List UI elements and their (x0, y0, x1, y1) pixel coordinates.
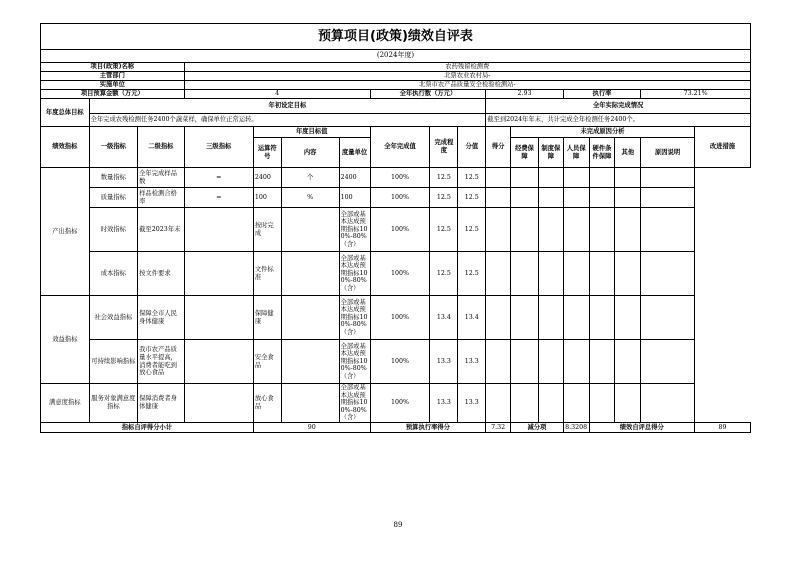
cell-content: 保障健康 (253, 296, 281, 340)
cell-degree: 100% (370, 384, 430, 423)
page-title: 预算项目(政策)绩效自评表 (41, 24, 751, 50)
cell-empty (615, 168, 641, 188)
cell-degree: 100% (370, 188, 430, 208)
header-degree: 完成程度 (430, 127, 458, 168)
budget-score-label: 预算执行率得分 (370, 423, 486, 433)
cell-completed: 全部或基本达成预期指标100%-80%（含） (339, 296, 370, 340)
rate-value: 73.21% (641, 90, 751, 99)
cell-empty (486, 340, 511, 384)
cell-content: 放心食品 (253, 384, 281, 423)
unit-value: 北票市农产品质量安全检验检测站- (184, 81, 750, 90)
cell-empty (486, 384, 511, 423)
cell-empty (538, 384, 563, 423)
cell-degree: 100% (370, 208, 430, 252)
cell-empty (589, 208, 615, 252)
annual-goal-label: 年度总体目标 (41, 99, 90, 127)
cell-lvl3: 样品检测合格率 (138, 188, 184, 208)
table-row (41, 340, 751, 384)
cell-completed: 全部或基本达成预期指标100%-80%（含） (339, 208, 370, 252)
cell-score: 13.3 (430, 340, 458, 384)
cell-completed: 全部或基本达成预期指标100%-80%（含） (339, 340, 370, 384)
total-value: 89 (694, 423, 750, 433)
cell-empty (589, 252, 615, 296)
cell-op (184, 252, 253, 296)
perf-indicators-label: 绩效指标 (41, 127, 90, 168)
cell-unit: 个 (281, 168, 339, 188)
cell-unit: % (281, 188, 339, 208)
initial-goal-text: 全年完成农残检测任务2400个蔬菜样，确保单位正常运转。 (89, 114, 486, 127)
cell-op (184, 208, 253, 252)
cell-empty (589, 188, 615, 208)
header-reasons: 未完成原因分析 (511, 127, 695, 138)
cell-lvl3: 保障消费者身体健康 (138, 384, 184, 423)
initial-goal-header: 年初设定目标 (89, 99, 486, 114)
deduct-label: 减分项 (511, 423, 564, 433)
cell-empty (641, 340, 695, 384)
cell-score: 12.5 (430, 188, 458, 208)
dept-label: 主管部门 (41, 72, 185, 81)
cell-empty (563, 252, 589, 296)
cell-lvl2: 可持续影响指标 (89, 340, 138, 384)
header-reason-hardware: 硬件条件保障 (589, 138, 615, 168)
cell-content: 按时完成 (253, 208, 281, 252)
cell-empty (511, 296, 539, 340)
exec-label: 全年执行数（万元） (370, 90, 486, 99)
cell-empty (486, 208, 511, 252)
cell-content: 2400 (253, 168, 281, 188)
cell-lvl3: 截至2023年末 (138, 208, 184, 252)
header-content: 内容 (281, 138, 339, 168)
table-row (41, 208, 751, 252)
header-reason-staff: 人员保障 (563, 138, 589, 168)
header-lvl1: 一级指标 (89, 127, 138, 168)
table-row (41, 168, 751, 188)
cell-unit (281, 208, 339, 252)
cell-empty (589, 340, 615, 384)
cell-empty (641, 208, 695, 252)
cell-unit (281, 384, 339, 423)
cell-empty (589, 384, 615, 423)
cell-lvl2: 数量指标 (89, 168, 138, 188)
cell-empty (538, 296, 563, 340)
cell-lvl2: 时效指标 (89, 208, 138, 252)
cell-lvl2: 社会效益指标 (89, 296, 138, 340)
cell-got: 13.3 (458, 384, 486, 423)
cell-unit (281, 252, 339, 296)
rate-label: 执行率 (563, 90, 640, 99)
cell-empty (641, 168, 695, 188)
cell-empty (589, 296, 615, 340)
cell-empty (563, 208, 589, 252)
deduct-value: 8.3208 (565, 423, 588, 431)
cell-score: 12.5 (430, 168, 458, 188)
cell-empty (641, 188, 695, 208)
cell-empty (538, 188, 563, 208)
header-op: 运算符号 (253, 138, 281, 168)
year-label: (2024年度) (41, 50, 751, 63)
cell-lvl2: 质量指标 (89, 188, 138, 208)
subtotal-value: 90 (253, 423, 370, 433)
group-output: 产出指标 (41, 168, 90, 296)
cell-empty (589, 168, 615, 188)
cell-got: 12.5 (458, 208, 486, 252)
cell-empty (641, 384, 695, 423)
cell-empty (615, 384, 641, 423)
cell-lvl3: 保障全市人民身体健康 (138, 296, 184, 340)
subtotal-label: 指标自评得分小计 (41, 423, 254, 433)
cell-empty (511, 384, 539, 423)
cell-empty (538, 208, 563, 252)
cell-empty (486, 252, 511, 296)
cell-degree: 100% (370, 296, 430, 340)
cell-empty (511, 208, 539, 252)
header-reason-funding: 经费保障 (511, 138, 539, 168)
budget-value: 4 (184, 90, 370, 99)
cell-content: 100 (253, 188, 281, 208)
exec-value: 2.93 (486, 90, 563, 99)
table-row (41, 252, 751, 296)
cell-got: 13.4 (458, 296, 486, 340)
cell-score: 12.5 (430, 252, 458, 296)
cell-lvl2: 服务对象满意度指标 (89, 384, 138, 423)
header-improve: 改进措施 (694, 127, 750, 168)
cell-empty (563, 340, 589, 384)
page-number: 89 (393, 521, 403, 529)
cell-empty (511, 252, 539, 296)
actual-goal-text: 截至到2024年年末，共计完成全年检测任务2400个。 (486, 114, 751, 127)
cell-empty (538, 252, 563, 296)
cell-score: 13.4 (430, 296, 458, 340)
header-target: 年度目标值 (253, 127, 370, 138)
cell-empty (538, 340, 563, 384)
cell-lvl3: 按文件要求 (138, 252, 184, 296)
cell-empty (511, 188, 539, 208)
header-reason-system: 制度保障 (538, 138, 563, 168)
cell-empty (511, 168, 539, 188)
cell-completed: 全部或基本达成预期指标100%-80%（含） (339, 384, 370, 423)
cell-got: 12.5 (458, 188, 486, 208)
dept-value: 北票农业农村局- (184, 72, 750, 81)
header-reason-other: 其他 (615, 138, 641, 168)
unit-label: 实施单位 (41, 81, 185, 90)
group-satisfaction: 满意度指标 (41, 384, 90, 423)
project-name: 农药残留检测费 (184, 63, 750, 72)
budget-label: 项目预算金额（万元） (41, 90, 185, 99)
header-lvl2: 二级指标 (138, 127, 184, 168)
cell-got: 12.5 (458, 168, 486, 188)
cell-completed: 100 (339, 188, 370, 208)
cell-unit (281, 296, 339, 340)
cell-empty (538, 168, 563, 188)
table-row (41, 384, 751, 423)
cell-degree: 100% (370, 340, 430, 384)
cell-completed: 2400 (339, 168, 370, 188)
header-completed: 全年完成值 (370, 127, 430, 168)
cell-content: 安全食品 (253, 340, 281, 384)
table-row (41, 188, 751, 208)
cell-got: 12.5 (458, 252, 486, 296)
cell-got: 13.3 (458, 340, 486, 384)
cell-empty (511, 340, 539, 384)
cell-empty (563, 188, 589, 208)
budget-score-value: 7.32 (486, 423, 511, 433)
cell-op: = (184, 188, 253, 208)
cell-empty (563, 296, 589, 340)
cell-op (184, 384, 253, 423)
total-label: 绩效自评总得分 (589, 423, 694, 433)
actual-goal-header: 全年实际完成情况 (486, 99, 751, 114)
cell-lvl2: 成本指标 (89, 252, 138, 296)
cell-empty (615, 188, 641, 208)
cell-empty (641, 252, 695, 296)
cell-score: 12.5 (430, 208, 458, 252)
cell-op (184, 340, 253, 384)
cell-empty (486, 168, 511, 188)
cell-op: = (184, 168, 253, 188)
cell-empty (641, 296, 695, 340)
cell-content: 文件标准 (253, 252, 281, 296)
evaluation-sheet (40, 23, 751, 433)
cell-lvl3: 全年完成样品数 (138, 168, 184, 188)
cell-empty (486, 296, 511, 340)
group-benefit: 效益指标 (41, 296, 90, 384)
project-name-label: 项目(政策)名称 (41, 63, 185, 72)
evaluation-table (40, 23, 751, 433)
cell-degree: 100% (370, 168, 430, 188)
cell-degree: 100% (370, 252, 430, 296)
cell-unit (281, 340, 339, 384)
header-got: 得分 (486, 127, 511, 168)
cell-empty (615, 208, 641, 252)
cell-completed: 全部或基本达成预期指标100%-80%（含） (339, 252, 370, 296)
header-score: 分值 (458, 127, 486, 168)
cell-empty (615, 296, 641, 340)
cell-op (184, 296, 253, 340)
cell-empty (563, 168, 589, 188)
header-reason-note: 原因说明 (641, 138, 695, 168)
cell-score: 13.3 (430, 384, 458, 423)
cell-empty (615, 252, 641, 296)
cell-lvl3: 我市农产品质量水平提高，消费者能吃到放心食品 (138, 340, 184, 384)
table-row (41, 296, 751, 340)
cell-empty (563, 384, 589, 423)
header-unit: 度量单位 (339, 138, 370, 168)
header-lvl3: 三级指标 (184, 127, 253, 168)
cell-empty (615, 340, 641, 384)
cell-empty (486, 188, 511, 208)
